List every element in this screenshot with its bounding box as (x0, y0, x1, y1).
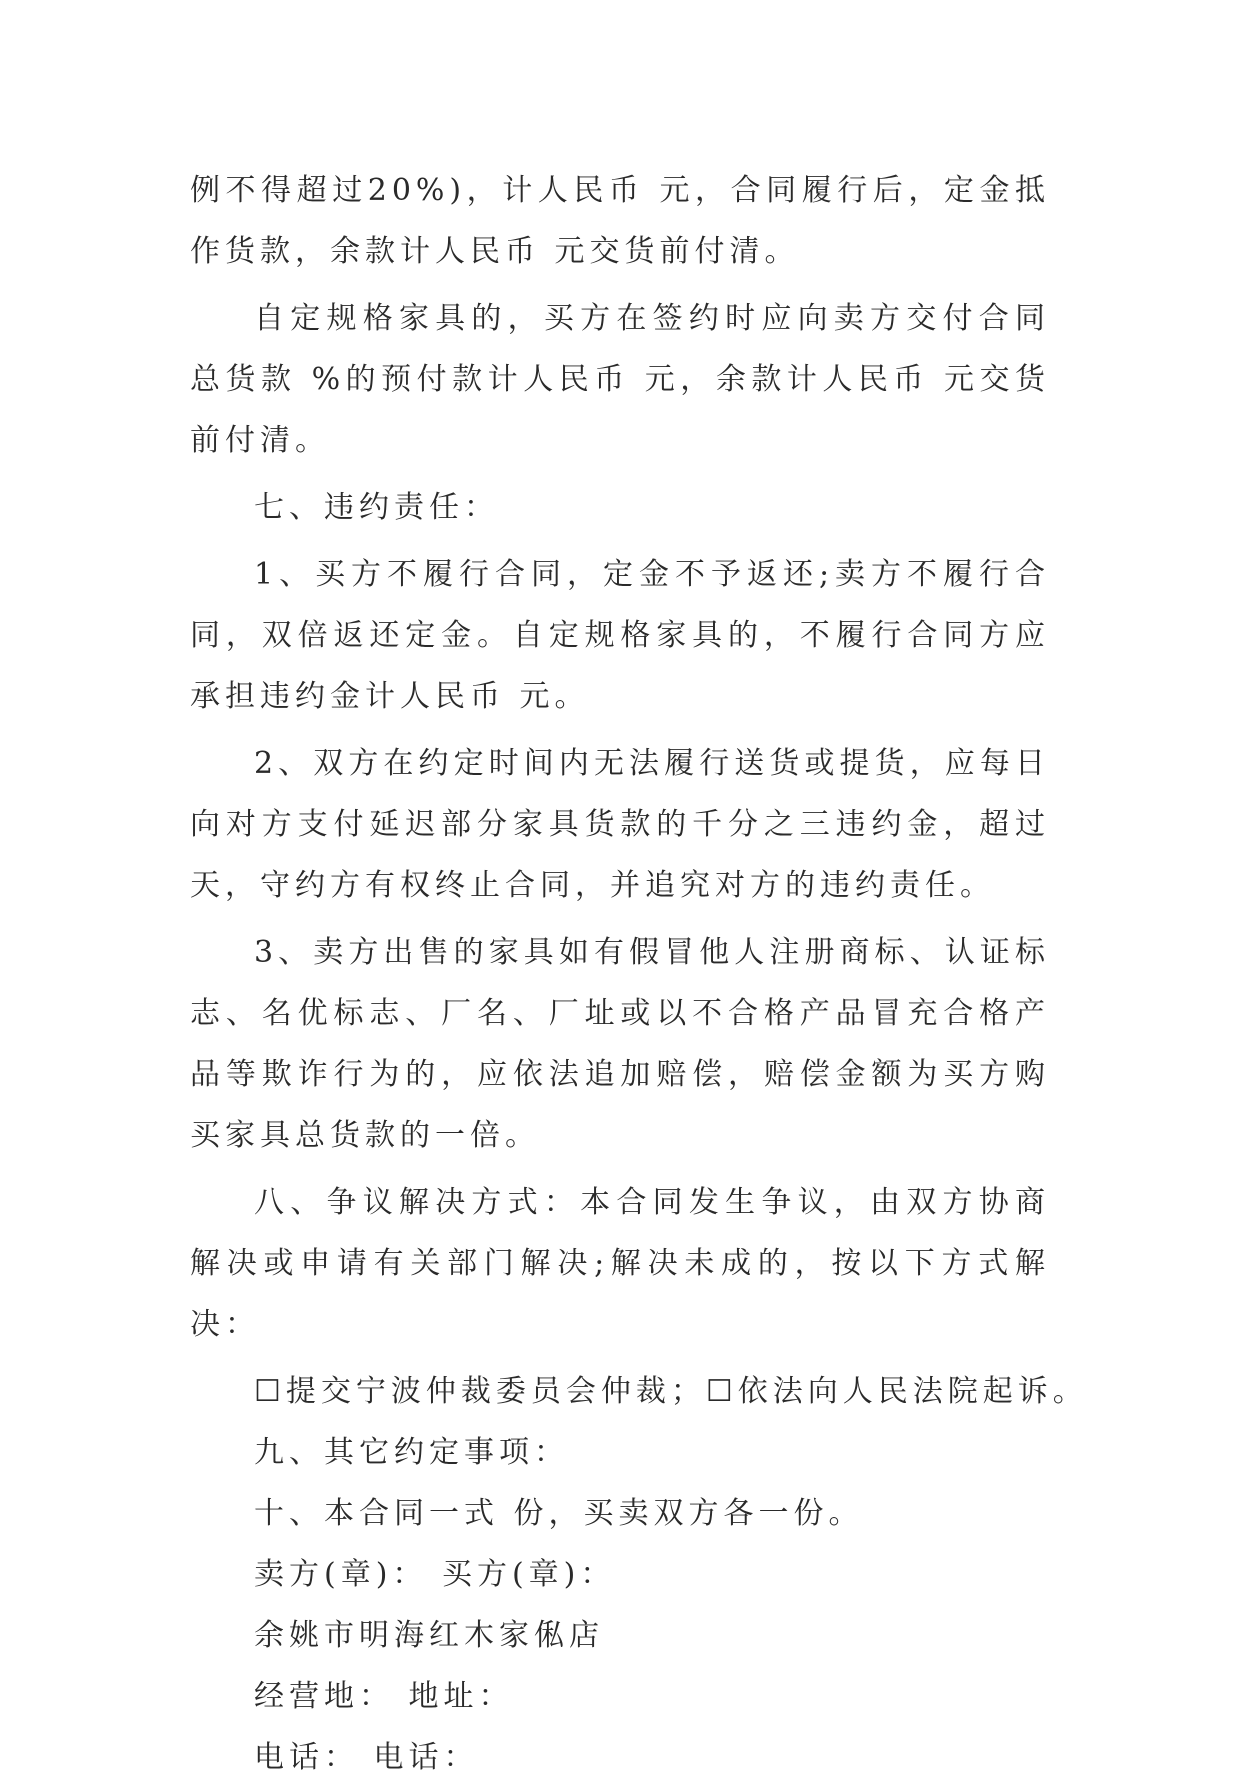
signature-parties-line: 卖方(章)： 买方(章)： (254, 1557, 616, 1592)
section-9-other-matters: 九、其它约定事项： (254, 1435, 569, 1470)
section-8-dispute-resolution: 八、争议解决方式：本合同发生争议，由双方协商解决或申请有关部门解决;解决未成的，按以下方式解决： (190, 1185, 1050, 1342)
paragraph-deposit-continued: 例不得超过20%)，计人民币 元，合同履行后，定金抵作货款，余款计人民币 元交货前付清。 (190, 173, 1050, 269)
paragraph-custom-prepayment: 自定规格家具的，买方在签约时应向卖方交付合同总货款 %的预付款计人民币 元，余款计人民币 元交货前付清。 (190, 301, 1050, 458)
section-7-item-3: 3、卖方出售的家具如有假冒他人注册商标、认证标志、名优标志、厂名、厂址或以不合格产品冒充合格产品等欺诈行为的，应依法追加赔偿，赔偿金额为买方购买家具总货款的一倍。 (190, 935, 1050, 1153)
address-line: 经营地： 地址： (254, 1679, 514, 1714)
section-10-copies: 十、本合同一式 份，买卖双方各一份。 (254, 1496, 864, 1531)
phone-line: 电话： 电话： (254, 1740, 479, 1775)
dispute-options-line: ☐提交宁波仲裁委员会仲裁；☐依法向人民法院起诉。 (254, 1374, 1088, 1409)
section-7-heading: 七、违约责任： (254, 490, 499, 525)
seller-name-line: 余姚市明海红木家俬店 (254, 1618, 604, 1653)
contract-body (190, 160, 1088, 1788)
section-7-item-1: 1、买方不履行合同，定金不予返还;卖方不履行合同，双倍返还定金。自定规格家具的，不履行合同方应承担违约金计人民币 元。 (190, 557, 1050, 714)
section-7-item-2: 2、双方在约定时间内无法履行送货或提货，应每日向对方支付延迟部分家具货款的千分之三违约金，超过天，守约方有权终止合同，并追究对方的违约责任。 (190, 746, 1050, 903)
